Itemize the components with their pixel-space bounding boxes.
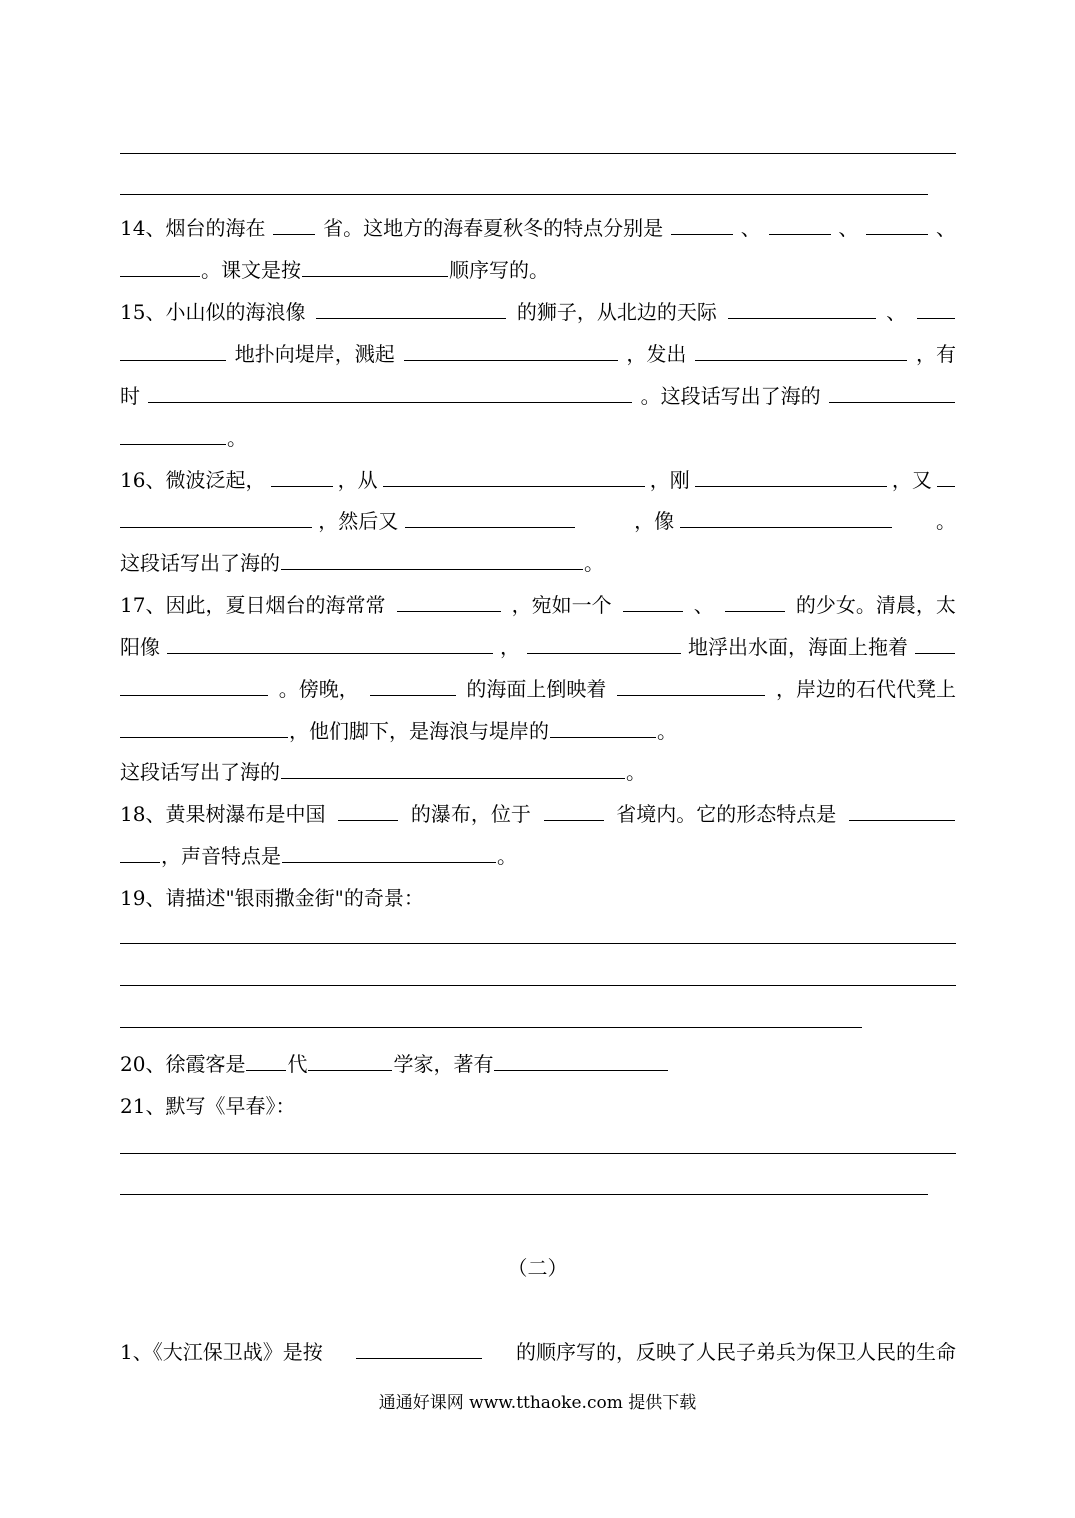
question-17-line-2 <box>120 627 956 667</box>
answer-rule[interactable] <box>120 1027 862 1028</box>
answer-blank[interactable] <box>680 505 892 528</box>
answer-blank[interactable] <box>671 212 733 235</box>
answer-blank[interactable] <box>120 673 268 696</box>
q17-text: ，岸边的石代代凳上 <box>775 677 956 701</box>
answer-rule <box>120 153 956 154</box>
q15-text: 、 <box>886 300 907 324</box>
answer-blank[interactable] <box>769 212 831 235</box>
answer-blank[interactable] <box>120 505 312 528</box>
q18-text: ，声音特点是 <box>161 844 281 868</box>
answer-blank[interactable] <box>728 296 876 319</box>
answer-blank[interactable] <box>937 464 955 487</box>
answer-blank[interactable] <box>617 673 765 696</box>
answer-blank[interactable] <box>383 464 645 487</box>
answer-blank[interactable] <box>866 212 928 235</box>
question-17-line-1 <box>120 585 956 625</box>
q21-text: 21、默写《早春》： <box>120 1094 296 1118</box>
answer-blank[interactable] <box>550 715 656 738</box>
q14-text: 、 <box>740 216 761 240</box>
answer-blank[interactable] <box>316 296 506 319</box>
question-16-line-3 <box>120 543 956 583</box>
q16-text: 。 <box>935 509 956 533</box>
answer-blank[interactable] <box>397 589 501 612</box>
q14-text: 、 <box>838 216 859 240</box>
answer-blank[interactable] <box>246 1048 286 1071</box>
answer-blank[interactable] <box>849 798 955 821</box>
q17-text: 地浮出水面，海面上拖着 <box>688 635 908 659</box>
answer-blank[interactable] <box>281 547 583 570</box>
q18-text: 的瀑布，位于 <box>410 802 531 826</box>
q17-text: 、 <box>693 593 714 617</box>
answer-blank[interactable] <box>494 1048 668 1071</box>
q15-text: ，有 <box>915 342 956 366</box>
q16-text: 这段话写出了海的 <box>120 551 280 575</box>
q17-text: ，宛如一个 <box>511 593 612 617</box>
answer-blank[interactable] <box>148 380 632 403</box>
answer-blank[interactable] <box>302 254 448 277</box>
answer-blank[interactable] <box>281 756 625 779</box>
question-17-line-4 <box>120 711 956 751</box>
question-16-line-2 <box>120 501 956 541</box>
question-15-line-4 <box>120 418 956 458</box>
q14-text: 、 <box>935 216 956 240</box>
answer-blank[interactable] <box>273 212 315 235</box>
s2q1-text: 1、《大江保卫战》是按 <box>120 1340 323 1364</box>
q17-text: ， <box>500 635 520 659</box>
answer-blank[interactable] <box>917 296 955 319</box>
footer-credit: 通通好课网 www.tthaoke.com 提供下载 <box>378 1393 697 1413</box>
q16-text: ，然后又 <box>318 509 399 533</box>
q18-text: 省境内。它的形态特点是 <box>616 802 837 826</box>
section2-question-1 <box>120 1332 956 1372</box>
answer-blank[interactable] <box>120 715 288 738</box>
question-15-line-1 <box>120 292 956 332</box>
answer-blank[interactable] <box>829 380 955 403</box>
q17-text: ，他们脚下，是海浪与堤岸的 <box>289 719 549 743</box>
answer-rule[interactable] <box>120 985 956 986</box>
answer-rule <box>120 194 928 195</box>
answer-blank[interactable] <box>167 631 493 654</box>
q17-text: 这段话写出了海的 <box>120 760 280 784</box>
answer-blank[interactable] <box>120 338 226 361</box>
q17-text: 的海面上倒映着 <box>466 677 607 701</box>
question-14-line-2 <box>120 250 956 290</box>
answer-blank[interactable] <box>623 589 683 612</box>
answer-rule[interactable] <box>120 943 956 944</box>
answer-blank[interactable] <box>405 505 575 528</box>
q15-text: 。这段话写出了海的 <box>640 384 821 408</box>
question-20 <box>120 1044 956 1084</box>
question-17-line-3 <box>120 669 956 709</box>
answer-blank[interactable] <box>695 338 907 361</box>
q15-text: 。 <box>227 426 247 450</box>
q14-text: 省。这地方的海春夏秋冬的特点分别是 <box>323 216 664 240</box>
answer-blank[interactable] <box>725 589 785 612</box>
answer-rule[interactable] <box>120 1194 928 1195</box>
question-18-line-1 <box>120 794 956 834</box>
answer-blank[interactable] <box>695 464 887 487</box>
answer-blank[interactable] <box>120 422 226 445</box>
answer-blank[interactable] <box>370 673 456 696</box>
s2q1-text: 的顺序写的，反映了人民子弟兵为保卫人民的生命 <box>515 1340 956 1364</box>
answer-blank[interactable] <box>308 1048 392 1071</box>
q15-text: 时 <box>120 384 140 408</box>
question-19 <box>120 878 956 918</box>
answer-blank[interactable] <box>544 798 604 821</box>
q15-text: 地扑向堤岸，溅起 <box>234 342 395 366</box>
answer-rule[interactable] <box>120 1153 956 1154</box>
section-title: （二） <box>507 1256 568 1280</box>
q17-text: 。 <box>626 760 646 784</box>
q20-text: 代 <box>287 1052 308 1076</box>
answer-blank[interactable] <box>915 631 955 654</box>
q17-text: 的少女。清晨，太 <box>795 593 956 617</box>
q16-text: ，像 <box>634 509 675 533</box>
answer-blank[interactable] <box>356 1336 482 1359</box>
answer-blank[interactable] <box>404 338 618 361</box>
question-18-line-2 <box>120 836 956 876</box>
question-15-line-3 <box>120 376 956 416</box>
q18-text: 18、黄果树瀑布是中国 <box>120 802 326 826</box>
answer-blank[interactable] <box>527 631 681 654</box>
q14-text: 14、烟台的海在 <box>120 216 266 240</box>
q18-text: 。 <box>497 844 517 868</box>
q15-text: 15、小山似的海浪像 <box>120 300 306 324</box>
q16-text: ，又 <box>891 468 932 492</box>
q15-text: 的狮子，从北边的天际 <box>516 300 717 324</box>
q14-text: 顺序写的。 <box>449 258 549 282</box>
q19-text: 19、请描述"银雨撒金街"的奇景： <box>120 886 424 910</box>
q15-text: ，发出 <box>626 342 687 366</box>
question-14-line-1 <box>120 208 956 248</box>
q17-text: 。傍晚， <box>278 677 359 701</box>
answer-blank[interactable] <box>120 254 200 277</box>
question-15-line-2 <box>120 334 956 374</box>
answer-blank[interactable] <box>282 840 496 863</box>
question-16-line-1 <box>120 460 956 500</box>
q17-text: 阳像 <box>120 635 160 659</box>
q16-text: ，从 <box>337 468 378 492</box>
q17-text: 。 <box>657 719 677 743</box>
q20-text: 学家，著有 <box>393 1052 494 1076</box>
question-21 <box>120 1086 956 1126</box>
q16-text: 。 <box>584 551 604 575</box>
q17-text: 17、因此，夏日烟台的海常常 <box>120 593 386 617</box>
q16-text: ，刚 <box>649 468 690 492</box>
q20-text: 20、徐霞客是 <box>120 1052 246 1076</box>
q16-text: 16、微波泛起， <box>120 468 266 492</box>
question-17-line-5 <box>120 752 956 792</box>
answer-blank[interactable] <box>271 464 333 487</box>
answer-blank[interactable] <box>120 840 160 863</box>
answer-blank[interactable] <box>338 798 398 821</box>
q14-text: 。课文是按 <box>201 258 301 282</box>
